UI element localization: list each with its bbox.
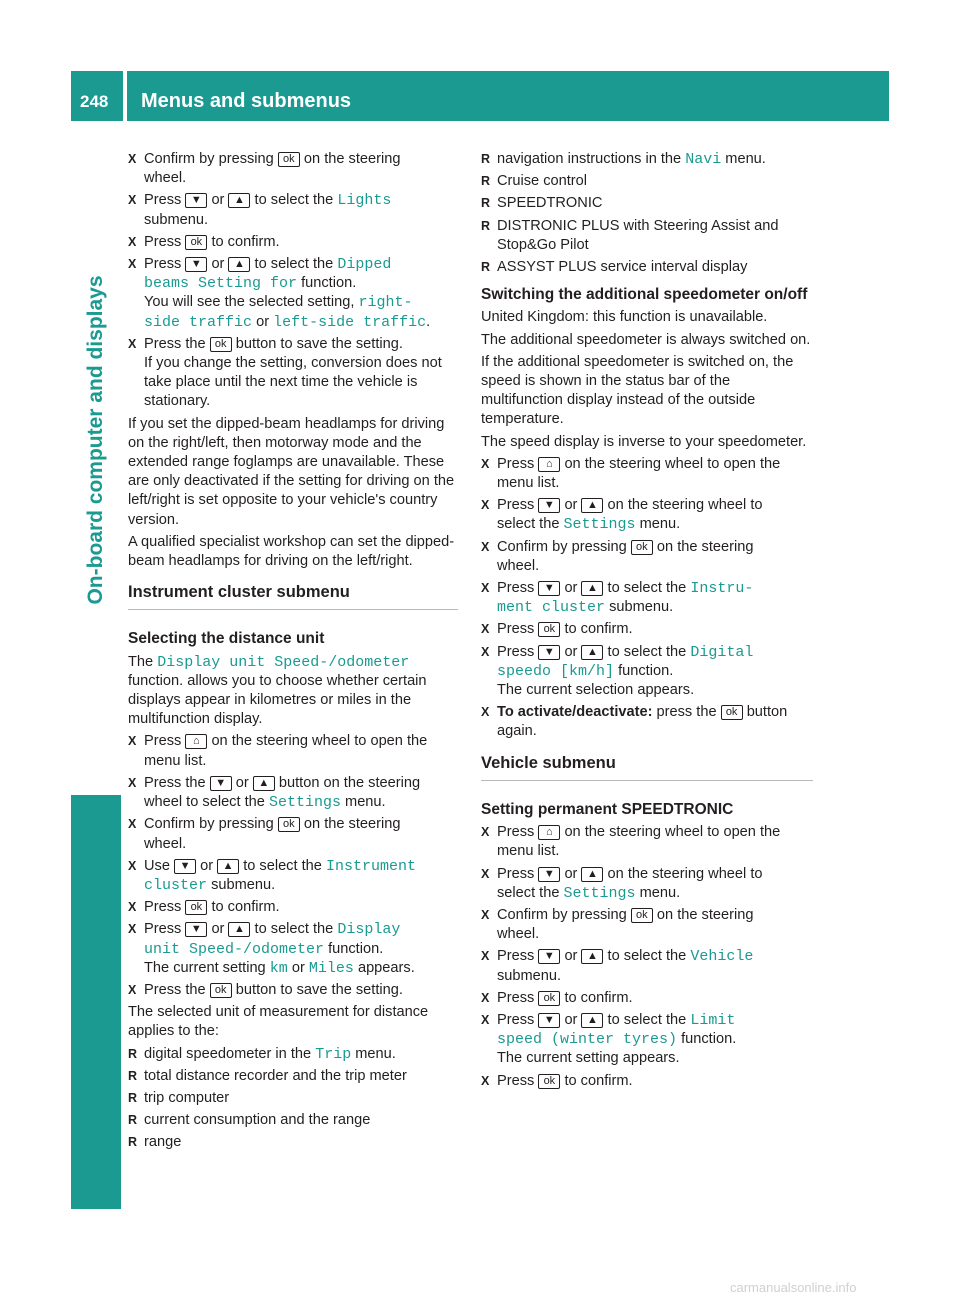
inline-text: Press	[144, 899, 182, 916]
ok-key-icon: ok	[278, 152, 300, 167]
step	[128, 774, 458, 812]
display-text: Instru‑	[690, 580, 754, 598]
display-text: Settings	[563, 884, 636, 902]
inline-text: The current selection appears.	[497, 682, 695, 699]
inline-text: menu.	[355, 1045, 396, 1062]
inline-text: to confirm.	[564, 1072, 633, 1089]
up-arrow-key-icon: ▲	[228, 193, 250, 208]
inline-text: to confirm.	[564, 989, 633, 1006]
page-number: 248	[80, 92, 109, 111]
ok-key-icon: ok	[538, 991, 560, 1006]
inline-text: or	[211, 921, 225, 938]
display-text: Digital	[690, 643, 754, 661]
inline-text: menu list.	[144, 752, 207, 769]
display-text: Limit	[690, 1011, 736, 1029]
inline-text: function.	[328, 940, 384, 957]
inline-text: press the	[656, 704, 717, 721]
inline-text: to select the	[607, 948, 687, 965]
inline-text: Press	[497, 948, 535, 965]
inline-text: Press	[497, 989, 535, 1006]
inline-text: appears.	[357, 959, 415, 976]
inline-text: Press	[144, 233, 182, 250]
down-arrow-key-icon: ▼	[185, 193, 207, 208]
inline-text: select the	[497, 516, 560, 533]
down-arrow-key-icon: ▼	[174, 859, 196, 874]
list-item: R trip computer	[128, 1089, 458, 1108]
display-text: Display unit Speed-/odometer	[157, 653, 410, 671]
inline-text: wheel.	[497, 926, 540, 943]
step	[481, 906, 813, 944]
step	[481, 455, 813, 493]
ok-key-icon: ok	[631, 908, 653, 923]
inline-text: Press	[497, 643, 535, 660]
heading-permanent-speedtronic: Setting permanent SPEEDTRONIC	[481, 800, 734, 818]
step	[128, 150, 458, 188]
inline-text: menu.	[639, 884, 681, 901]
paragraph: The additional speedometer is always switched on.	[481, 331, 811, 348]
inline-text: submenu.	[609, 599, 674, 616]
list-item: R DISTRONIC PLUS with Steering Assist and Stop&Go Pilot	[481, 217, 813, 255]
up-arrow-key-icon: ▲	[253, 776, 275, 791]
inline-text: digital speedometer in the	[144, 1045, 312, 1062]
inline-text: Press	[497, 455, 535, 472]
inline-text: button to save the setting.	[235, 981, 403, 998]
inline-text: to select the	[254, 921, 334, 938]
inline-text: Confirm by pressing	[497, 538, 627, 555]
ok-key-icon: ok	[185, 235, 207, 250]
inline-text: The	[128, 653, 154, 670]
step	[128, 815, 458, 853]
display-text: left-side traffic	[273, 313, 427, 331]
inline-text: button to save the setting.	[235, 335, 403, 352]
inline-text: Press	[144, 921, 182, 938]
down-arrow-key-icon: ▼	[185, 922, 207, 937]
inline-text: or	[564, 1011, 578, 1028]
step	[481, 579, 813, 617]
step	[481, 1072, 813, 1091]
ok-key-icon: ok	[538, 1074, 560, 1089]
display-text: Settings	[563, 516, 636, 534]
inline-text: wheel.	[144, 835, 187, 852]
step	[481, 823, 813, 861]
heading-vehicle-submenu: Vehicle submenu	[481, 754, 813, 781]
inline-text: function.	[301, 275, 357, 292]
display-text: ment cluster	[497, 599, 606, 617]
home-key-icon: ⌂	[538, 825, 560, 840]
list-item: R ASSYST PLUS service interval display	[481, 258, 813, 277]
ok-key-icon: ok	[210, 983, 232, 998]
inline-text: navigation instructions in the	[497, 151, 682, 167]
inline-text: or	[291, 959, 305, 976]
side-tab	[71, 795, 121, 1209]
display-text: speedo [km/h]	[497, 662, 615, 680]
display-text: Settings	[268, 794, 341, 812]
step	[481, 643, 813, 701]
inline-text: button again.	[497, 704, 788, 740]
up-arrow-key-icon: ▲	[581, 498, 603, 513]
inline-text: or	[564, 865, 578, 882]
inline-text: to select the	[607, 1011, 687, 1028]
step	[128, 981, 458, 1000]
list-item: R total distance recorder and the trip meter	[128, 1067, 458, 1086]
inline-text: on the steering	[303, 816, 401, 833]
inline-text: to select the	[254, 192, 334, 209]
list-item: R range	[128, 1133, 458, 1152]
inline-text: Press the	[144, 335, 206, 352]
list-item: R current consumption and the range	[128, 1111, 458, 1130]
step	[128, 191, 458, 229]
display-text: Trip	[315, 1045, 352, 1063]
inline-text: If you change the setting, conversion does not take place until the next time the vehicle is stationary.	[144, 355, 442, 410]
inline-text: Use	[144, 857, 170, 874]
inline-text: or	[200, 857, 214, 874]
inline-text: Press	[144, 192, 182, 209]
inline-text: Press the	[144, 774, 206, 791]
header-divider	[123, 71, 127, 121]
step	[481, 947, 813, 985]
inline-text: to confirm.	[211, 233, 280, 250]
list-item	[481, 150, 813, 169]
inline-text: to confirm.	[211, 899, 280, 916]
step	[481, 538, 813, 576]
step	[128, 335, 458, 412]
ok-key-icon: ok	[185, 900, 207, 915]
inline-text: button on the steering	[278, 774, 421, 791]
step	[128, 233, 458, 252]
inline-text: You will see the selected setting,	[144, 294, 355, 311]
display-text: Lights	[337, 192, 392, 210]
inline-text: or	[211, 256, 225, 273]
up-arrow-key-icon: ▲	[581, 645, 603, 660]
down-arrow-key-icon: ▼	[538, 645, 560, 660]
step	[481, 620, 813, 639]
display-text: Miles	[308, 959, 354, 977]
display-text: Vehicle	[690, 948, 754, 966]
inline-text: wheel.	[144, 170, 187, 187]
step	[128, 732, 458, 770]
inline-text: Press	[497, 580, 535, 597]
up-arrow-key-icon: ▲	[581, 949, 603, 964]
ok-key-icon: ok	[721, 705, 743, 720]
inline-text: Press	[144, 733, 182, 750]
watermark: carmanualsonline.info	[730, 1280, 857, 1295]
up-arrow-key-icon: ▲	[217, 859, 239, 874]
inline-text: on the steering	[303, 151, 401, 167]
inline-text: or	[256, 313, 270, 330]
inline-text: menu list.	[497, 843, 560, 860]
inline-text: to confirm.	[564, 621, 633, 638]
down-arrow-key-icon: ▼	[538, 867, 560, 882]
down-arrow-key-icon: ▼	[185, 257, 207, 272]
display-text: Dipped	[337, 256, 392, 274]
inline-text: menu list.	[497, 475, 560, 492]
ok-key-icon: ok	[278, 817, 300, 832]
inline-text: Press	[497, 1072, 535, 1089]
list-item	[128, 1045, 458, 1064]
down-arrow-key-icon: ▼	[538, 1013, 560, 1028]
inline-text: on the steering wheel to open the	[564, 455, 781, 472]
step	[481, 865, 813, 903]
paragraph: If you set the dipped-beam headlamps for driving on the right/left, then motorway mode and the extended range foglamps are unavailable. These are only deactivated if the setting for driving on the left/right is set opposite to your vehicle's country version.	[128, 415, 455, 528]
paragraph: If the additional speedometer is switched on, the speed is shown in the status bar of the multifunction display instead of the outside temperature.	[481, 353, 794, 428]
step	[128, 898, 458, 917]
step	[128, 857, 458, 895]
inline-text: on the steering wheel to open the	[564, 824, 781, 841]
display-text: Navi	[685, 151, 722, 168]
list-item: R Cruise control	[481, 172, 813, 191]
display-text: km	[269, 959, 288, 977]
down-arrow-key-icon: ▼	[210, 776, 232, 791]
display-text: side traffic	[144, 313, 253, 331]
step	[481, 496, 813, 534]
down-arrow-key-icon: ▼	[538, 498, 560, 513]
inline-text: on the steering wheel to open the	[211, 733, 428, 750]
inline-text: on the steering wheel to	[607, 497, 763, 514]
inline-text: to select the	[243, 857, 322, 874]
display-text: beams Setting for	[144, 275, 298, 293]
heading-instrument-cluster: Instrument cluster submenu	[128, 583, 458, 610]
up-arrow-key-icon: ▲	[228, 922, 250, 937]
heading-distance-unit: Selecting the distance unit	[128, 630, 325, 648]
display-text: cluster	[144, 876, 208, 894]
inline-text: Press	[497, 497, 535, 514]
paragraph: United Kingdom: this function is unavailable.	[481, 309, 768, 326]
step	[481, 989, 813, 1008]
inline-text: wheel.	[497, 557, 540, 574]
paragraph: A qualified specialist workshop can set the dipped-beam headlamps for driving on the left/right.	[128, 533, 455, 570]
inline-text: Press	[497, 1011, 535, 1028]
right-column	[481, 150, 813, 1094]
inline-text: Press	[144, 256, 182, 273]
inline-text: or	[235, 774, 249, 791]
inline-text: menu.	[725, 151, 766, 167]
display-text: Instrument	[325, 857, 416, 875]
inline-text: or	[564, 643, 578, 660]
section-title: Menus and submenus	[141, 90, 352, 112]
up-arrow-key-icon: ▲	[581, 581, 603, 596]
home-key-icon: ⌂	[538, 457, 560, 472]
ok-key-icon: ok	[631, 540, 653, 555]
inline-text: Press	[497, 621, 535, 638]
ok-key-icon: ok	[538, 622, 560, 637]
list-item: R SPEEDTRONIC	[481, 194, 813, 213]
step: X Press ▼ or ▲ to select the Dipped beams Setting for function. You will see the selected setting, right- side traffic or left-side traffic.	[128, 255, 458, 332]
paragraph: The speed display is inverse to your speedometer.	[481, 433, 807, 450]
paragraph: The selected unit of measurement for distance applies to the:	[128, 1004, 429, 1040]
inline-text: or	[564, 580, 578, 597]
inline-text: function.	[681, 1031, 737, 1048]
up-arrow-key-icon: ▲	[581, 867, 603, 882]
inline-text: menu.	[345, 794, 386, 811]
inline-text: function.	[128, 672, 184, 689]
display-text: Display	[337, 921, 401, 939]
inline-text: function.	[618, 662, 674, 679]
step	[481, 1011, 813, 1069]
inline-text: Confirm by pressing	[144, 816, 274, 833]
inline-text: Press	[497, 824, 535, 841]
ok-key-icon: ok	[210, 337, 232, 352]
inline-text: or	[564, 497, 578, 514]
inline-text: to select the	[254, 256, 334, 273]
inline-text: submenu.	[211, 876, 276, 893]
side-chapter-label: On-board computer and displays	[84, 275, 107, 605]
home-key-icon: ⌂	[185, 734, 207, 749]
inline-text: Confirm by pressing	[497, 906, 627, 923]
display-text: right-	[358, 294, 413, 312]
down-arrow-key-icon: ▼	[538, 581, 560, 596]
inline-text: to select the	[607, 643, 687, 660]
inline-text: on the steering	[656, 906, 754, 923]
inline-text: wheel to select the	[144, 794, 265, 811]
inline-text: The current setting	[144, 959, 266, 976]
step: X To activate/deactivate: press the ok button again.	[481, 703, 813, 741]
inline-text: allows you to choose whether certain displays appear in kilometres or miles in the multifunction display.	[128, 672, 427, 728]
inline-text: on the steering	[656, 538, 754, 555]
up-arrow-key-icon: ▲	[228, 257, 250, 272]
inline-text: Confirm by pressing	[144, 151, 274, 167]
inline-text: menu.	[639, 516, 681, 533]
step	[128, 920, 458, 978]
display-text: unit Speed-/odometer	[144, 940, 325, 958]
inline-text: or	[211, 192, 225, 209]
inline-text: Press	[497, 865, 535, 882]
inline-text: on the steering wheel to	[607, 865, 763, 882]
inline-text: Press the	[144, 981, 206, 998]
inline-text: to select the	[607, 580, 687, 597]
down-arrow-key-icon: ▼	[538, 949, 560, 964]
heading-additional-speedometer: Switching the additional speedometer on/off	[481, 286, 808, 304]
inline-text: submenu.	[497, 967, 562, 984]
inline-text: The current setting appears.	[497, 1050, 680, 1067]
left-column	[128, 150, 458, 1156]
inline-text: submenu.	[144, 211, 209, 228]
display-text: speed (winter tyres)	[497, 1031, 678, 1049]
paragraph	[128, 653, 458, 730]
inline-text: or	[564, 948, 578, 965]
inline-text: select the	[497, 884, 560, 901]
up-arrow-key-icon: ▲	[581, 1013, 603, 1028]
